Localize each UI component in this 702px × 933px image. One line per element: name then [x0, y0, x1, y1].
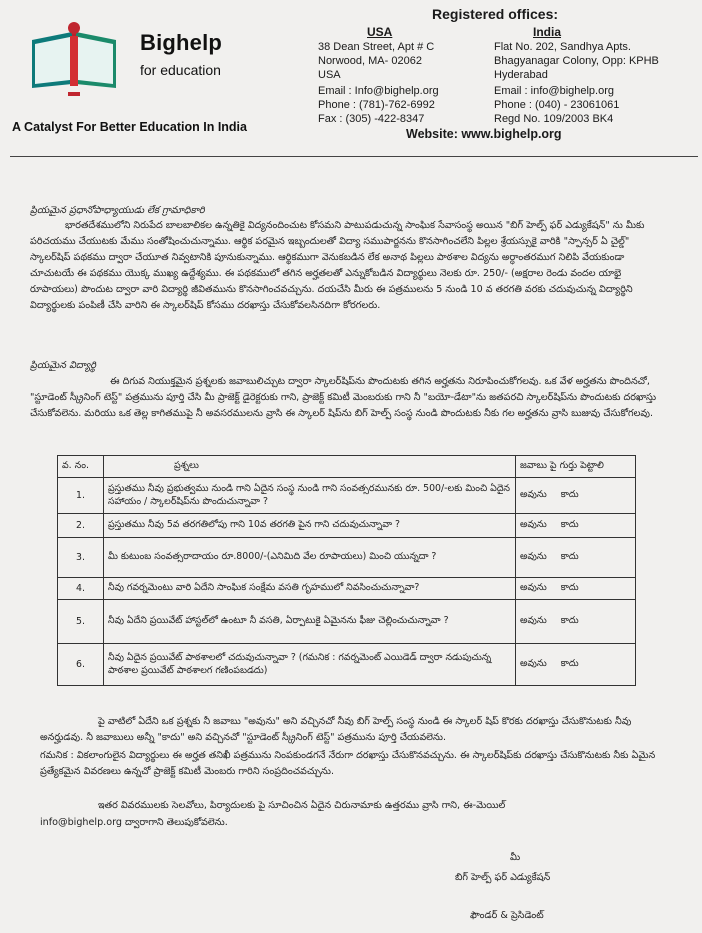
closing-word: మీ	[510, 852, 521, 863]
india-heading: India	[533, 25, 562, 39]
brand-subtitle: for education	[140, 62, 221, 78]
usa-email: Email : Info@bighelp.org	[318, 85, 439, 97]
row-question: నీవు ఏదైన ప్రయివేట్ పాఠశాలలో చదువుచున్నావా ? (గమనిక : గవర్నమెంట్ ఎయిడెడ్ ద్వారా నడుపుచున్న పాఠశాల ప్రయివేట్ పాఠశాలగ గణింపబడదు)	[104, 644, 516, 686]
answer-cell[interactable]	[516, 644, 636, 686]
table-row	[58, 578, 636, 600]
usa-address-line: USA	[318, 69, 341, 81]
no-option[interactable]: కాదు	[560, 551, 579, 562]
ineligibility-paragraph: పై వాటిలో ఏదేని ఒక ప్రశ్నకు నీ జవాబు "అవును" అని వచ్చినచో నీవు బిగ్ హెల్ప్ సంస్థ నుండి ఈ స్కాలర్ షిప్ కొరకు దరఖాస్తు చేసుకొనుటకు నీవు అనర్హుడవు. నీ జవాబులు అన్నీ "కాదు" అని వచ్చినచో "స్టూడెంట్ స్క్రీనింగ్ టెస్ట్" పత్రమును పూర్తి చేయవలెను.	[40, 716, 632, 743]
usa-heading: USA	[367, 25, 393, 39]
row-question: ప్రస్తుతము నీవు 5వ తరగతిలోపు గాని 10వ తరగతి పైన గాని చదువుచున్నావా ?	[104, 514, 516, 538]
answer-cell[interactable]	[516, 478, 636, 514]
row-number: 3.	[58, 538, 104, 578]
row-number: 5.	[58, 600, 104, 644]
row-question: ప్రస్తుతము నీవు ప్రభుత్వము నుండి గాని ఏదైన సంస్థ నుండి గాని సంవత్సరమునకు రూ. 500/-లకు మించి ఏదైన సహాయం / స్కాలర్‌షిప్‌ను పొందుచున్నావా ?	[104, 478, 516, 514]
table-row	[58, 478, 636, 514]
salutation-student: ప్రియమైన విద్యార్థి	[30, 360, 96, 371]
usa-address-line: Norwood, MA- 02062	[318, 55, 422, 67]
table-row	[58, 514, 636, 538]
col-header-question: ప్రశ్నలు	[104, 456, 516, 478]
table-row	[58, 644, 636, 686]
usa-fax: Fax : (305) -422-8347	[318, 113, 425, 125]
answer-cell[interactable]	[516, 538, 636, 578]
header-divider	[10, 156, 698, 157]
answer-cell[interactable]	[516, 600, 636, 644]
contact-paragraph-email: info@bighelp.org ద్వారాగాని తెలుపుకోవలెను.	[40, 817, 228, 828]
india-regd-no: Regd No. 109/2003 BK4	[494, 113, 614, 125]
row-number: 6.	[58, 644, 104, 686]
table-header-row	[58, 456, 636, 478]
india-phone: Phone : (040) - 23061061	[494, 99, 620, 111]
india-address-line: Bhagyanagar Colony, Opp: KPHB	[494, 55, 659, 67]
signature-title: ఫౌండర్ & ప్రెసిడెంట్	[470, 910, 544, 921]
salutation-headmaster: ప్రియమైన ప్రధానోపాధ్యాయుడు లేక గ్రామాధికారి	[30, 205, 205, 216]
no-option[interactable]: కాదు	[560, 615, 579, 626]
no-option[interactable]: కాదు	[560, 582, 579, 593]
no-option[interactable]: కాదు	[560, 519, 579, 530]
table-row	[58, 600, 636, 644]
col-header-answer: జవాబు పై గుర్తు పెట్టాలి	[516, 456, 636, 478]
yes-option[interactable]: అవును	[520, 551, 547, 562]
india-address-line: Flat No. 202, Sandhya Apts.	[494, 41, 631, 53]
yes-option[interactable]: అవును	[520, 489, 547, 500]
note-paragraph: గమనిక : వికలాంగులైన విద్యార్థులు ఈ అర్హత తనిఖీ పత్రమును నింపకుండగనే నేరుగా దరఖాస్తు చేసుకొనవచ్చును. ఈ స్కాలర్‌షిప్‌కు దరఖాస్తు చేసుకొనుటకు నీకు ఏమైన ప్రత్యేకమైన వివరణలు ఉన్నచో ప్రాజెక్ట్ కమిటీ మెంబరు గారిని సంప్రదించవచ్చును.	[40, 750, 656, 777]
no-option[interactable]: కాదు	[560, 489, 579, 500]
no-option[interactable]: కాదు	[560, 658, 579, 669]
india-email: Email : info@bighelp.org	[494, 85, 615, 97]
brand-name: Bighelp	[140, 30, 223, 55]
contact-paragraph: ఇతర వివరములకు సెలవోలు, పిర్యాదులకు పై సూచించిన ఏదైన చిరునామాకు ఉత్తరము వ్రాసి గాని, ఈ-మెయిల్	[98, 800, 506, 811]
table-row	[58, 538, 636, 578]
answer-cell[interactable]	[516, 578, 636, 600]
row-number: 2.	[58, 514, 104, 538]
intro-paragraph: భారతదేశములోని నిరుపేద బాలబాలికల ఉన్నతికై విద్యనందించుట కోసమని పాటుపడుచున్న సాంఘిక సేవాసంస్థ అయిన "బిగ్ హెల్ప్ ఫర్ ఎడ్యుకేషన్" ను మీకు పరిచయము చేయుటకు మేము సంతోషించుచున్నాము. ఆర్థిక పరమైన ఇబ్బందులతో విద్యా సముపార్జనను కొనసాగించలేని పిల్లల శ్రేయస్సుకై వారికి "స్పాన్సర్ ఏ చైల్డ్" స్కాలర్‌షిప్ పథకము ద్వారా చేయూత నివ్వటానికి పూనుకున్నాము. ఆర్థికముగా వెనుకబడిన లేక అనాథ పిల్లలు పాఠశాల విద్యను అర్ధాంతరముగ నిలిపి వేయకుండా చూచుటయే ఈ పథకము యొక్క ముఖ్య ఉద్దేశ్యము. ఈ పథకములో తగిన అర్హతలతో ఎన్నుకోబడిన విద్యార్థులు నెలకు రూ. 250/- (అక్షరాల రెండు వందల యాభై రూపాయలు) పొందుట ద్వారా వారి విద్యార్థి జీవితమును కొనసాగించవచ్చును. దయచేసి మీరు ఈ పత్రములను 5 నుండి 10 వ తరగతి వరకు చదువుచున్న విద్యార్థిని విద్యార్థులకు పంపిణీ చేసి వారిని ఈ స్కాలర్‌షిప్ కోసము దరఖాస్తు చేసుకోవలసినదిగా కోరగలరు.	[30, 220, 645, 311]
col-header-number: వ. నం.	[58, 456, 104, 478]
yes-option[interactable]: అవును	[520, 658, 547, 669]
answer-cell[interactable]	[516, 514, 636, 538]
row-number: 4.	[58, 578, 104, 600]
row-question: నీవు ఏదేని ప్రయివేట్ హాస్టల్‌లో ఉంటూ నీ వసతి, ఏర్పాటుకై ఏమైనను ఫీజు చెల్లించుచున్నావా ?	[104, 600, 516, 644]
yes-option[interactable]: అవును	[520, 615, 547, 626]
yes-option[interactable]: అవును	[520, 582, 547, 593]
row-number: 1.	[58, 478, 104, 514]
row-question: నీవు గవర్నమెంటు వారి ఏదేని సాంఘిక సంక్షేమ వసతి గృహములో నివసించుచున్నావా?	[104, 578, 516, 600]
registered-offices-title: Registered offices:	[432, 6, 559, 22]
website-line: Website: www.bighelp.org	[406, 127, 562, 141]
instructions-paragraph: ఈ దిగువ నియుక్తమైన ప్రశ్నలకు జవాబులిచ్చుట ద్వారా స్కాలర్‌షిప్‌ను పొందుటకు తగిన అర్హతను నిరూపించుకోగలవు. ఒక వేళ అర్హతను పొందినచో, "స్టూడెంట్ స్క్రీనింగ్ టెస్ట్" పత్రమును పూర్తి చేసి మీ ప్రాజెక్ట్ డైరెక్టరుకు గాని, ప్రాజెక్ట్ కమిటీ మెంబరుకు గాని నీ "బయో-డేటా"ను జతపరచి స్కాలర్‌షిప్‌ను పొందుటకు దరఖాస్తు చేసుకోవలెను. మరియు ఒక తెల్ల కాగితముపై నీ అవసరములను వ్రాసి ఈ స్కాలర్ షిప్‌ను బిగ్ హెల్ప్ సంస్థ నుండి పొందుటకు నీకు గల అర్హతను వ్రాసి బుజువు చేసుకోగలవు.	[30, 376, 657, 419]
eligibility-table	[57, 455, 636, 686]
usa-phone: Phone : (781)-762-6992	[318, 99, 435, 111]
india-address-line: Hyderabad	[494, 69, 548, 81]
tagline: A Catalyst For Better Education In India	[12, 120, 247, 134]
signature-org: బిగ్ హెల్ప్ ఫర్ ఎడ్యుకేషన్	[455, 872, 551, 883]
row-question: మీ కుటుంబ సంవత్సరాదాయం రూ.8000/-(ఎనిమిది వేల రూపాయలు) మించి యున్నదా ?	[104, 538, 516, 578]
usa-address-line: 38 Dean Street, Apt # C	[318, 41, 435, 53]
yes-option[interactable]: అవును	[520, 519, 547, 530]
